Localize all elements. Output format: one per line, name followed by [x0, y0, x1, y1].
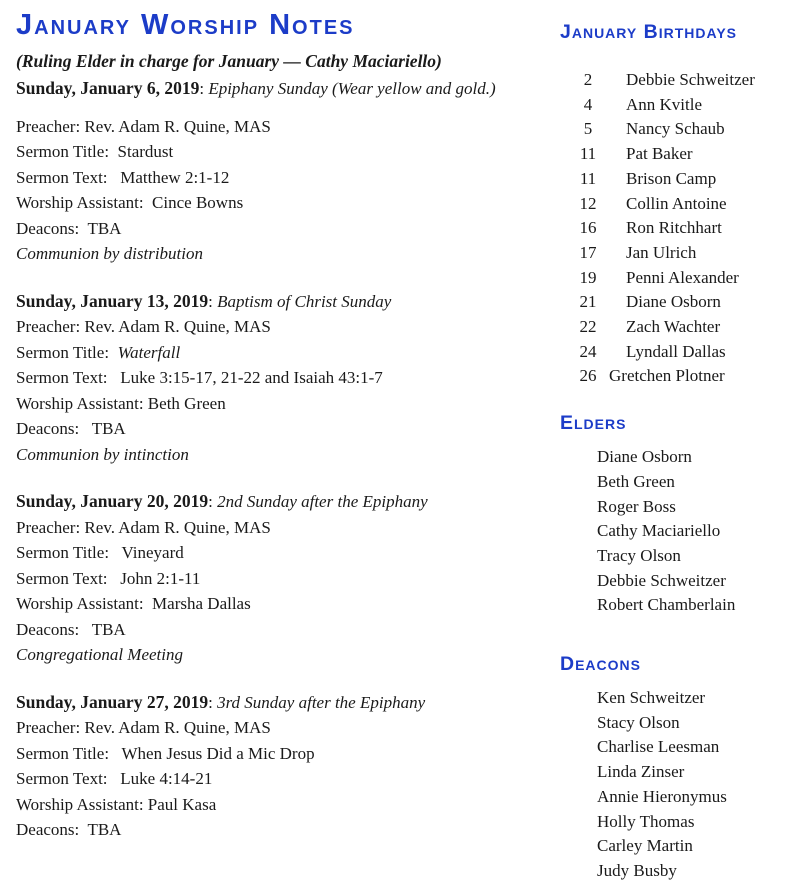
service-detail-line — [16, 314, 548, 340]
detail-text: Worship Assistant: Cince Bowns — [16, 193, 244, 212]
birthday-day: 21 — [579, 292, 597, 312]
service-date: Sunday, January 20, 2019 — [16, 491, 209, 511]
elders-heading: Elders — [560, 412, 627, 435]
deacon-name: Carley Martin — [597, 836, 693, 856]
service-detail-line — [16, 715, 548, 741]
detail-italic-value: Waterfall — [117, 342, 181, 362]
birthday-row — [560, 216, 798, 241]
service-block — [16, 690, 548, 843]
birthday-day: 26 — [579, 366, 597, 386]
birthday-name: Gretchen Plotner — [609, 366, 725, 386]
detail-text: Sermon Text: John 2:1-11 — [16, 568, 201, 588]
service-detail-line — [16, 540, 548, 566]
birthday-name: Zach Wachter — [626, 317, 721, 337]
date-separator: : — [208, 692, 218, 712]
birthday-name: Diane Osborn — [626, 292, 721, 312]
service-block — [16, 489, 548, 668]
elder-list — [560, 445, 798, 618]
service-detail-line — [16, 139, 548, 165]
deacons-heading: Deacons — [560, 653, 641, 676]
detail-text: Sermon Title: Stardust — [16, 142, 174, 161]
date-separator: : — [208, 492, 218, 511]
service-header — [16, 690, 548, 716]
birthday-row — [560, 266, 798, 291]
birthday-name: Jan Ulrich — [626, 242, 697, 262]
birthday-row — [560, 340, 798, 365]
service-occasion: Epiphany Sunday (Wear yellow and gold.) — [208, 79, 496, 98]
birthday-row — [560, 142, 798, 167]
birthday-row — [560, 117, 798, 142]
birthdays-heading: January Birthdays — [560, 21, 737, 43]
detail-text: Deacons: TBA — [16, 619, 126, 639]
birthday-name: Debbie Schweitzer — [626, 70, 755, 89]
service-header — [16, 76, 548, 102]
deacon-name: Ken Schweitzer — [597, 688, 706, 708]
service-detail-line — [16, 216, 548, 242]
birthday-day: 22 — [579, 317, 597, 337]
elder-name: Roger Boss — [597, 496, 676, 516]
elder-name: Tracy Olson — [597, 545, 681, 565]
service-list — [16, 76, 548, 843]
detail-text: Preacher: Rev. Adam R. Quine, MAS — [16, 517, 271, 537]
birthday-name: Ann Kvitle — [626, 94, 703, 114]
date-separator: : — [208, 291, 218, 311]
sidebar-column — [560, 0, 798, 881]
detail-text: Sermon Title: Vineyard — [16, 543, 184, 562]
date-separator: : — [199, 79, 209, 98]
worship-notes-column — [16, 0, 548, 843]
detail-text: Deacons: TBA — [16, 218, 122, 238]
birthday-day: 12 — [579, 193, 597, 213]
service-detail-line — [16, 365, 548, 391]
detail-text: Sermon Title: — [16, 342, 118, 362]
deacon-name: Annie Hieronymus — [597, 786, 727, 806]
service-detail-line — [16, 792, 548, 818]
service-detail-line — [16, 114, 548, 140]
elder-name: Debbie Schweitzer — [597, 570, 726, 590]
birthday-row — [560, 192, 798, 217]
birthday-row — [560, 315, 798, 340]
birthday-row — [560, 364, 798, 389]
birthday-day: 11 — [579, 168, 597, 188]
detail-text: Worship Assistant: Marsha Dallas — [16, 594, 251, 613]
birthday-row — [560, 167, 798, 192]
elder-name: Beth Green — [597, 471, 675, 491]
birthday-name: Ron Ritchhart — [626, 218, 722, 238]
elder-name: Diane Osborn — [597, 447, 692, 467]
service-detail-line — [16, 817, 548, 843]
deacon-name: Linda Zinser — [597, 762, 685, 782]
service-block — [16, 76, 548, 267]
birthday-name: Nancy Schaub — [626, 119, 725, 139]
detail-text: Deacons: TBA — [16, 419, 126, 438]
elder-name: Robert Chamberlain — [597, 595, 736, 615]
birthday-name: Lyndall Dallas — [626, 341, 726, 361]
birthday-row — [560, 93, 798, 118]
service-detail-line — [16, 566, 548, 592]
birthday-day: 17 — [579, 242, 597, 262]
page-title: January Worship Notes — [16, 9, 355, 41]
detail-text: Sermon Text: Luke 4:14-21 — [16, 769, 213, 788]
birthday-row — [560, 241, 798, 266]
detail-text: Preacher: Rev. Adam R. Quine, MAS — [16, 718, 271, 737]
birthday-row — [560, 68, 798, 93]
birthday-day: 19 — [579, 267, 597, 287]
service-detail-line — [16, 165, 548, 191]
service-detail-line — [16, 190, 548, 216]
detail-text: Worship Assistant: Beth Green — [16, 393, 226, 413]
service-note: Communion by distribution — [16, 244, 204, 263]
detail-text: Sermon Text: Luke 3:15-17, 21-22 and Isaiah 43:1-7 — [16, 368, 383, 387]
detail-text: Sermon Title: When Jesus Did a Mic Drop — [16, 743, 315, 763]
service-detail-line — [16, 515, 548, 541]
birthday-name: Collin Antoine — [626, 193, 727, 213]
service-detail-line — [16, 617, 548, 643]
elder-name: Cathy Maciariello — [597, 521, 721, 541]
service-date: Sunday, January 27, 2019 — [16, 691, 209, 712]
birthday-day: 16 — [579, 218, 597, 238]
service-detail-line — [16, 391, 548, 417]
service-note: Communion by intinction — [16, 444, 189, 464]
service-block — [16, 289, 548, 468]
detail-text: Preacher: Rev. Adam R. Quine, MAS — [16, 116, 271, 136]
service-header — [16, 289, 548, 315]
service-detail-line — [16, 416, 548, 442]
birthday-day: 24 — [579, 341, 597, 361]
birthday-day: 4 — [583, 94, 593, 114]
deacon-name: Stacy Olson — [597, 712, 680, 732]
service-detail-line — [16, 591, 548, 617]
service-detail-line — [16, 340, 548, 366]
deacon-name: Charlise Leesman — [597, 737, 720, 757]
birthday-name: Brison Camp — [626, 168, 717, 188]
service-date: Sunday, January 6, 2019 — [16, 78, 200, 98]
deacon-list — [560, 686, 798, 881]
birthday-day: 5 — [583, 119, 593, 139]
service-detail-line — [16, 741, 548, 767]
service-occasion: 2nd Sunday after the Epiphany — [217, 492, 428, 511]
service-detail-line — [16, 766, 548, 792]
birthday-day: 2 — [583, 70, 593, 89]
ruling-elder-note: (Ruling Elder in charge for January — Cathy Maciariello) — [16, 51, 442, 71]
birthday-name: Pat Baker — [626, 144, 693, 164]
birthday-day: 11 — [579, 144, 597, 164]
detail-text: Preacher: Rev. Adam R. Quine, MAS — [16, 317, 271, 336]
service-note: Congregational Meeting — [16, 645, 183, 664]
detail-text: Sermon Text: Matthew 2:1-12 — [16, 167, 230, 187]
service-header — [16, 489, 548, 515]
birthday-name: Penni Alexander — [626, 267, 739, 287]
service-occasion: Baptism of Christ Sunday — [217, 291, 392, 311]
deacon-name: Holly Thomas — [597, 811, 695, 831]
deacon-name: Judy Busby — [597, 860, 677, 880]
detail-text: Worship Assistant: Paul Kasa — [16, 794, 217, 814]
service-occasion: 3rd Sunday after the Epiphany — [217, 692, 426, 712]
birthday-list — [560, 68, 798, 389]
detail-text: Deacons: TBA — [16, 820, 122, 839]
birthday-row — [560, 290, 798, 315]
service-date: Sunday, January 13, 2019 — [16, 290, 209, 311]
